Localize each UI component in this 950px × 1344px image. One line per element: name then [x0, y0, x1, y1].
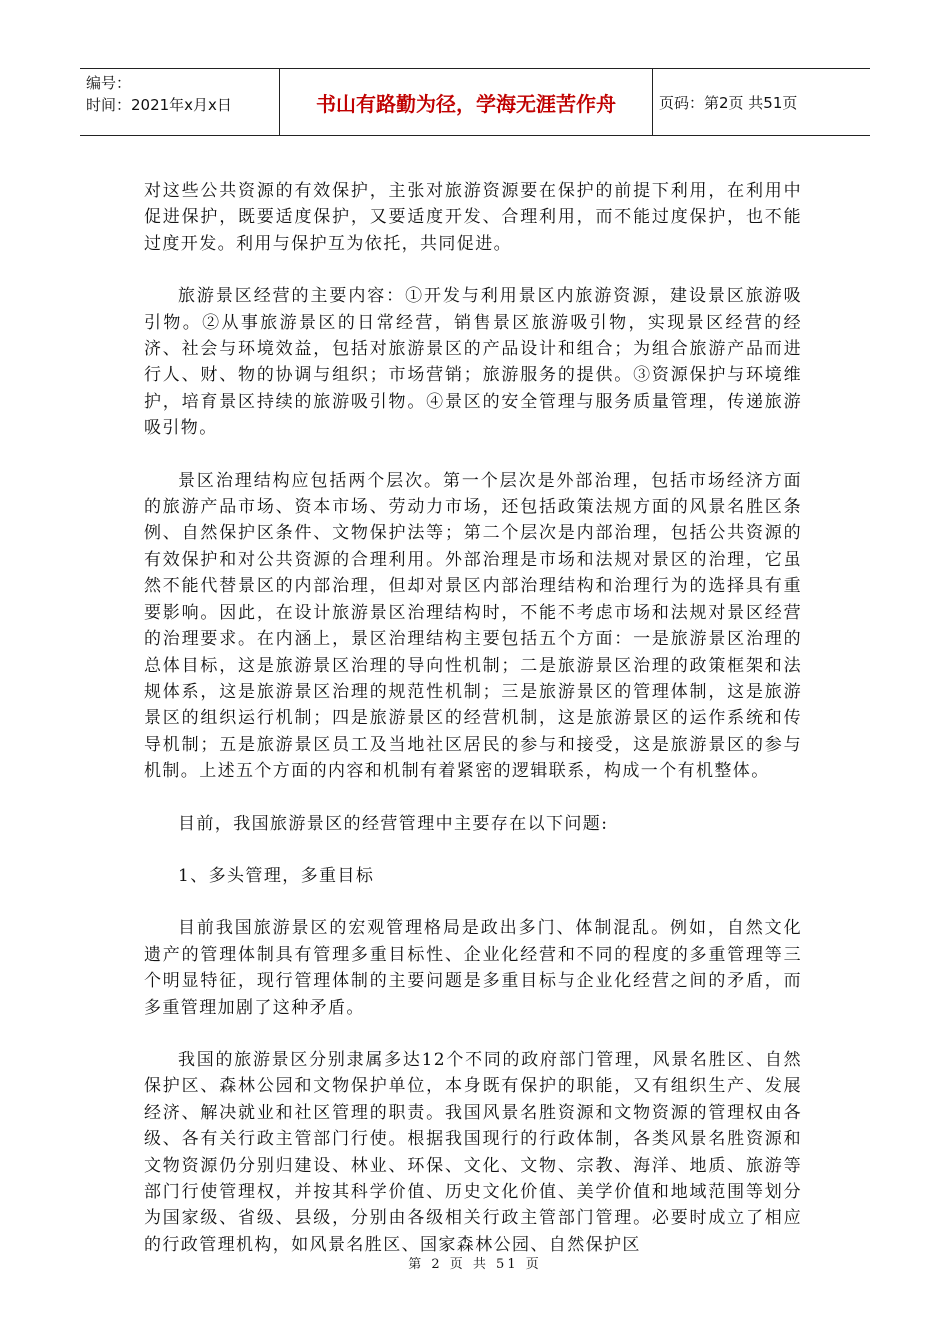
document-number-label: 编号： [86, 74, 132, 92]
document-time: 时间：2021年x月x日 [86, 96, 232, 114]
header-motto: 书山有路勤为径，学海无涯苦作舟 [280, 69, 653, 135]
paragraph: 目前我国旅游景区的宏观管理格局是政出多门、体制混乱。例如，自然文化遗产的管理体制具有管理多重目标性、企业化经营和不同的程度的多重管理等三个明显特征，现行管理体制的主要问题是多重目标与企业化经营之间的矛盾，而多重管理加剧了这种矛盾。 [144, 918, 802, 1018]
page-header [80, 68, 870, 136]
paragraph: 旅游景区经营的主要内容：①开发与利用景区内旅游资源，建设景区旅游吸引物。②从事旅游景区的日常经营，销售景区旅游吸引物，实现景区经营的经济、社会与环境效益，包括对旅游景区的产品设计和组合；为组合旅游产品而进行人、财、物的协调与组织；市场营销；旅游服务的提供。③资源保护与环境维护，培育景区持续的旅游吸引物。④景区的安全管理与服务质量管理，传递旅游吸引物。 [144, 286, 802, 439]
header-page-info: 页码：第2页 共51页 [659, 93, 798, 112]
paragraph: 对这些公共资源的有效保护，主张对旅游资源要在保护的前提下利用，在利用中促进保护，既要适度保护，又要适度开发、合理利用，而不能过度保护，也不能过度开发。利用与保护互为依托，共同促进。 [144, 181, 802, 254]
paragraph: 目前，我国旅游景区的经营管理中主要存在以下问题: [178, 813, 609, 834]
paragraph: 我国的旅游景区分别隶属多达12个不同的政府部门管理，风景名胜区、自然保护区、森林公园和文物保护单位，本身既有保护的职能，又有组织生产、发展经济、解决就业和社区管理的职责。我国风景名胜资源和文物资源的管理权由各级、各有关行政主管部门行使。根据我国现行的行政体制，各类风景名胜资源和文物资源仍分别归建设、林业、环保、文化、文物、宗教、海洋、地质、旅游等部门行使管理权，并按其科学价值、历史文化价值、美学价值和地域范围等划分为国家级、省级、县级，分别由各级相关行政主管部门管理。必要时成立了相应的行政管理机构，如风景名胜区、国家森林公园、自然保护区 [144, 1049, 802, 1255]
paragraph: 景区治理结构应包括两个层次。第一个层次是外部治理，包括市场经济方面的旅游产品市场、资本市场、劳动力市场，还包括政策法规方面的风景名胜区条例、自然保护区条件、文物保护法等；第二个层次是内部治理，包括公共资源的有效保护和对公共资源的合理利用。外部治理是市场和法规对景区的治理，它虽然不能代替景区的内部治理，但却对景区内部治理结构和治理行为的选择具有重要影响。因此，在设计旅游景区治理结构时，不能不考虑市场和法规对景区经营的治理要求。在内涵上，景区治理结构主要包括五个方面：一是旅游景区治理的总体目标，这是旅游景区治理的导向性机制；二是旅游景区治理的政策框架和法规体系，这是旅游景区治理的规范性机制；三是旅游景区的管理体制，这是旅游景区的组织运行机制；四是旅游景区的经营机制，这是旅游景区的运作系统和传导机制；五是旅游景区员工及当地社区居民的参与和接受，这是旅游景区的参与机制。上述五个方面的内容和机制有着紧密的逻辑联系，构成一个有机整体。 [144, 470, 802, 782]
document-body [144, 178, 802, 1284]
section-heading: 1、多头管理，多重目标 [178, 865, 375, 886]
page-footer: 第 2 页 共 51 页 [408, 1257, 542, 1272]
header-meta [80, 69, 280, 135]
